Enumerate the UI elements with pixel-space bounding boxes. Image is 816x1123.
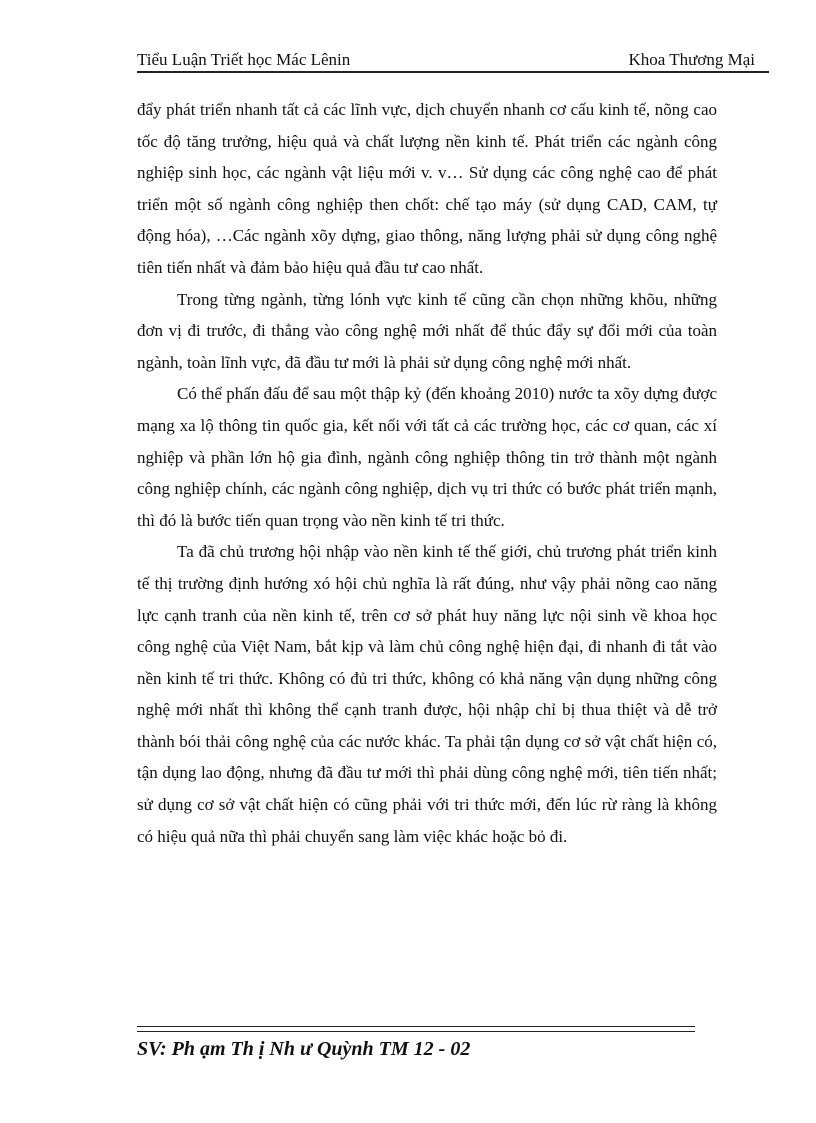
paragraph-1: đẩy phát triển nhanh tất cả các lĩnh vực, dịch chuyển nhanh cơ cấu kinh tế, nõng cao tốc độ tăng trưởng, hiệu quả và chất lượng nền kinh tế. Phát triển các ngành công nghiệp sinh học, các ngành vật liệu mới v. v… Sử dụng các công nghệ cao để phát triển một số ngành công nghiệp then chốt: chế tạo máy (sử dụng CAD, CAM, tự động hóa), …Các ngành xõy dựng, giao thông, năng lượng phải sử dụng công nghệ tiên tiến nhất và đảm bảo hiệu quả đầu tư cao nhất. bbox=[137, 100, 717, 277]
header-faculty: Khoa Thương Mại bbox=[628, 50, 755, 69]
paragraph-3: Có thể phấn đấu để sau một thập kỷ (đến khoảng 2010) nước ta xõy dựng được mạng xa lộ thông tin quốc gia, kết nối với tất cả các trường học, các cơ quan, các xí nghiệp và phần lớn hộ gia đình, ngành công nghiệp thông tin trở thành một ngành công nghiệp chính, các ngành công nghiệp, dịch vụ tri thức có bước phát triển mạnh, thì đó là bước tiến quan trọng vào nền kinh tế tri thức. bbox=[137, 384, 717, 530]
header-course-title: Tiểu Luận Triết học Mác Lênin bbox=[137, 50, 351, 69]
footer-divider bbox=[137, 1026, 695, 1032]
paragraph-2: Trong từng ngành, từng lónh vực kinh tế cũng cần chọn những khõu, những đơn vị đi trước, đi thẳng vào công nghệ mới nhất để thúc đẩy sự đổi mới của toàn ngành, toàn lĩnh vực, đã đầu tư mới là phải sử dụng công nghệ mới nhất. bbox=[137, 289, 717, 372]
paragraph-4: Ta đã chủ trương hội nhập vào nền kinh tế thế giới, chủ trương phát triển kinh tế thị trường định hướng xó hội chủ nghĩa là rất đúng, như vậy phải nõng cao năng lực cạnh tranh của nền kinh tế, trên cơ sở phát huy năng lực nội sinh về khoa học công nghệ của Việt Nam, bắt kịp và làm chủ công nghệ hiện đại, đi nhanh đi tắt vào nền kinh tế tri thức. Không có đủ tri thức, không có khả năng vận dụng những công nghệ mới nhất thì không thể cạnh tranh được, hội nhập chỉ bị thua thiệt và dễ trở thành bói thải công nghệ của các nước khác. Ta phải tận dụng cơ sở vật chất hiện có, tận dụng lao động, nhưng đã đầu tư mới thì phải dùng công nghệ mới, tiên tiến nhất; sử dụng cơ sở vật chất hiện có cũng phải với tri thức mới, đến lúc rừ ràng là không có hiệu quả nữa thì phải chuyển sang làm việc khác hoặc bỏ đi. bbox=[137, 542, 717, 846]
header-divider bbox=[137, 71, 769, 73]
footer-student-name: SV: Ph ạm Th ị Nh ư Quỳnh TM 12 - 02 bbox=[137, 1038, 471, 1060]
document-body bbox=[137, 94, 717, 852]
